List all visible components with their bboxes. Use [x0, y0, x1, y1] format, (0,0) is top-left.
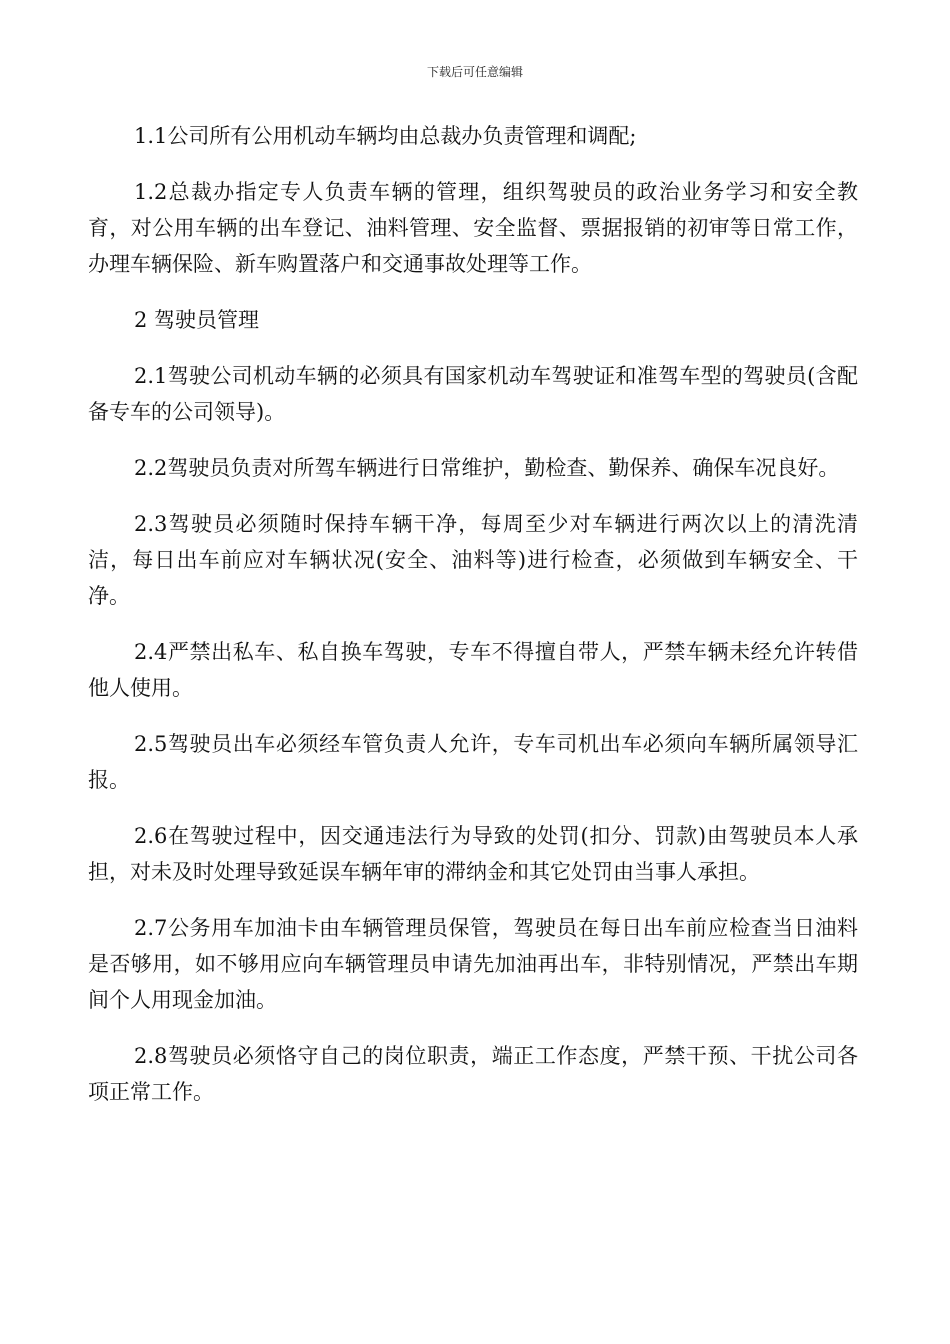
- paragraph-1-2: 1.2总裁办指定专人负责车辆的管理，组织驾驶员的政治业务学习和安全教育，对公用车辆的出车登记、油料管理、安全监督、票据报销的初审等日常工作，办理车辆保险、新车购置落户和交通事故处理等工作。: [88, 180, 858, 276]
- paragraph-2-8: 2.8驾驶员必须恪守自己的岗位职责，端正工作态度，严禁干预、干扰公司各项正常工作。: [88, 1044, 858, 1104]
- document-body: [88, 118, 858, 1130]
- paragraph-2-7: 2.7公务用车加油卡由车辆管理员保管，驾驶员在每日出车前应检查当日油料是否够用，如不够用应向车辆管理员申请先加油再出车，非特别情况，严禁出车期间个人用现金加油。: [88, 916, 858, 1012]
- paragraph-2-6: 2.6在驾驶过程中，因交通违法行为导致的处罚(扣分、罚款)由驾驶员本人承担，对未及时处理导致延误车辆年审的滞纳金和其它处罚由当事人承担。: [88, 824, 858, 884]
- section-heading-driver-management: 2 驾驶员管理: [134, 308, 260, 332]
- paragraph-1-1: 1.1公司所有公用机动车辆均由总裁办负责管理和调配;: [134, 124, 637, 148]
- paragraph-2-4: 2.4严禁出私车、私自换车驾驶，专车不得擅自带人，严禁车辆未经允许转借他人使用。: [88, 640, 858, 700]
- page-header: 下载后可任意编辑: [426, 65, 523, 79]
- paragraph-2-2: 2.2驾驶员负责对所驾车辆进行日常维护，勤检查、勤保养、确保车况良好。: [134, 456, 840, 480]
- paragraph-2-3: 2.3驾驶员必须随时保持车辆干净，每周至少对车辆进行两次以上的清洗清洁，每日出车前应对车辆状况(安全、油料等)进行检查，必须做到车辆安全、干净。: [88, 512, 858, 608]
- paragraph-2-1: 2.1驾驶公司机动车辆的必须具有国家机动车驾驶证和准驾车型的驾驶员(含配备专车的公司领导)。: [88, 364, 858, 424]
- paragraph-2-5: 2.5驾驶员出车必须经车管负责人允许，专车司机出车必须向车辆所属领导汇报。: [88, 732, 858, 792]
